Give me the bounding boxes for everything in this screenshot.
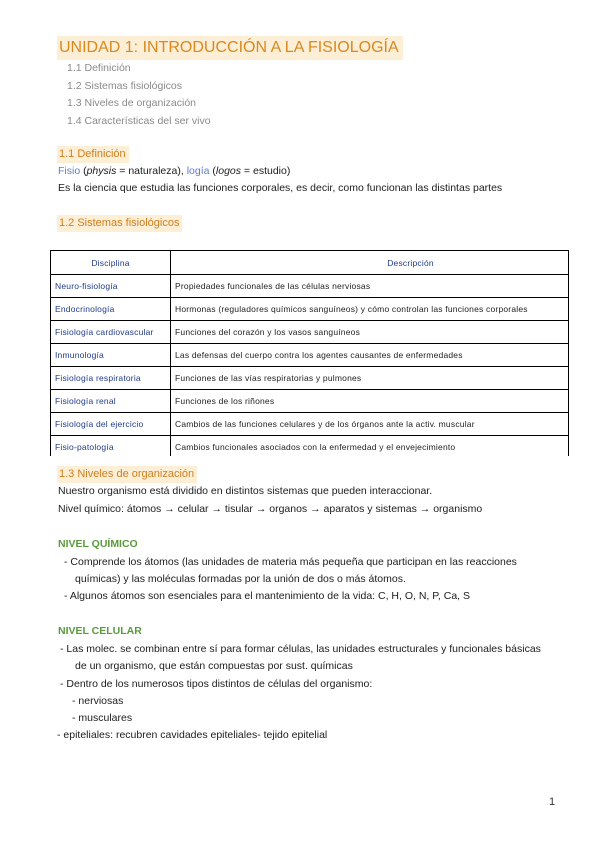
table-row: [51, 436, 570, 457]
description-cell: Funciones de los riñones: [171, 390, 570, 413]
discipline-cell: Endocrinología: [51, 298, 171, 321]
bullet-item: - Comprende los átomos (las unidades de materia más pequeña que participan en las reacciones: [64, 556, 517, 568]
toc-item[interactable]: 1.3 Niveles de organización: [67, 97, 196, 109]
discipline-cell: Fisio-patología: [51, 436, 171, 457]
discipline-cell: Neuro-fisiología: [51, 275, 171, 298]
table-row: [51, 390, 570, 413]
page-number: 1: [549, 796, 556, 808]
table-row: [51, 413, 570, 436]
column-header-descripcion: Descripción: [171, 251, 570, 275]
discipline-cell: Fisiología cardiovascular: [51, 321, 171, 344]
toc-item[interactable]: 1.1 Definición: [67, 62, 131, 74]
bullet-item: - Dentro de los numerosos tipos distintos de células del organismo:: [60, 678, 373, 690]
physis-term: physis: [86, 165, 117, 177]
bullet-item: - Algunos átomos son esenciales para el mantenimiento de la vida: C, H, O, N, P, Ca, S: [64, 590, 471, 602]
table-row: [51, 275, 570, 298]
section-heading-niveles: 1.3 Niveles de organización: [57, 466, 197, 483]
discipline-cell: Fisiología del ejercicio: [51, 413, 171, 436]
discipline-cell: Inmunología: [51, 344, 171, 367]
sub-bullet-item: - musculares: [72, 712, 133, 724]
description-cell: Cambios funcionales asociados con la enfermedad y el envejecimiento: [171, 436, 570, 457]
logia-term: logía: [186, 165, 210, 177]
column-header-disciplina: Disciplina: [51, 251, 171, 275]
toc-item[interactable]: 1.2 Sistemas fisiológicos: [67, 79, 182, 92]
bullet-item: - epiteliales: recubren cavidades epiteliales- tejido epitelial: [57, 729, 328, 741]
paragraph: Nuestro organismo está dividido en distintos sistemas que pueden interaccionar.: [58, 485, 433, 497]
paragraph: Nivel químico: átomos → celular → tisular → organos → aparatos y sistemas → organismo: [58, 503, 483, 515]
discipline-cell: Fisiología respiratoria: [51, 367, 171, 390]
text-fragment: = estudio): [241, 165, 291, 177]
description-cell: Cambios de las funciones celulares y de los órganos ante la activ. muscular: [171, 413, 570, 436]
table-row: [51, 344, 570, 367]
text-fragment: = naturaleza),: [116, 165, 187, 177]
table-row: [51, 367, 570, 390]
description-cell: Funciones de las vías respiratorias y pulmones: [171, 367, 570, 390]
description-cell: Las defensas del cuerpo contra los agentes causantes de enfermedades: [171, 344, 570, 367]
table-row: [51, 321, 570, 344]
table-row: [51, 298, 570, 321]
fisio-term: Fisio: [58, 165, 81, 177]
subheading-nivel-quimico: NIVEL QUÍMICO: [58, 538, 138, 550]
subheading-nivel-celular: NIVEL CELULAR: [58, 625, 142, 637]
bullet-continuation: de un organismo, que están compuestas por sust. químicas: [75, 660, 353, 672]
bullet-continuation: químicas) y las moléculas formadas por la unión de dos o más átomos.: [75, 573, 406, 585]
definition-text: Es la ciencia que estudia las funciones corporales, es decir, como funcionan las distintas partes: [58, 182, 503, 194]
description-cell: Funciones del corazón y los vasos sanguíneos: [171, 321, 570, 344]
text-fragment: (: [209, 165, 216, 177]
section-heading-definicion: 1.1 Definición: [57, 146, 129, 163]
text-fragment: (: [80, 165, 87, 177]
logos-term: logos: [215, 165, 242, 177]
disciplines-table: [50, 250, 569, 456]
sub-bullet-item: - nerviosas: [72, 695, 124, 707]
table-of-contents: [67, 60, 211, 130]
description-cell: Hormonas (reguladores químicos sanguíneos) y cómo controlan las funciones corporales: [171, 298, 570, 321]
toc-item[interactable]: 1.4 Características del ser vivo: [67, 114, 211, 127]
discipline-cell: Fisiología renal: [51, 390, 171, 413]
bullet-item: - Las molec. se combinan entre sí para formar células, las unidades estructurales y funcionales básicas: [60, 643, 541, 655]
page-title: UNIDAD 1: INTRODUCCIÓN A LA FISIOLOGÍA: [57, 36, 403, 60]
description-cell: Propiedades funcionales de las células nerviosas: [171, 275, 570, 298]
etymology-line: [58, 163, 290, 180]
section-heading-sistemas: 1.2 Sistemas fisiológicos: [57, 215, 182, 232]
